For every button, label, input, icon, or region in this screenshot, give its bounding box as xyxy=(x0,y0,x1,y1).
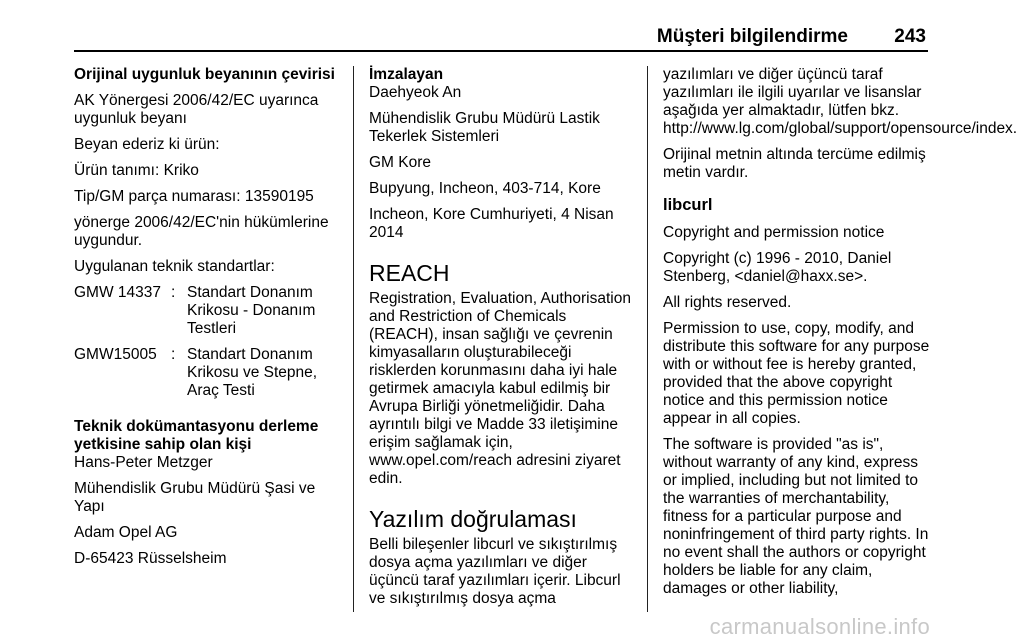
column-right xyxy=(663,66,1017,606)
section-heading: Orijinal uygunluk beyanının çevirisi xyxy=(74,66,335,83)
standard-code: GMW15005 xyxy=(74,346,157,363)
paragraph: Ürün tanımı: Kriko xyxy=(74,162,199,179)
paragraph: Mühendislik Grubu Müdürü Şasi ve Yapı xyxy=(74,480,316,515)
column-divider xyxy=(353,66,354,612)
paragraph: Permission to use, copy, modify, and distribute this software for any purpose with or without fee is hereby granted, provided that the above copyright notice and this permission notice appear in all copies. xyxy=(663,320,930,427)
paragraph: The software is provided "as is", without warranty of any kind, express or implied, including but not limited to the warranties of merchantability, fitness for a particular purpose and noninfringement of third party rights. In no event shall the authors or copyright holders be liable for any claim, damages or other liability, xyxy=(663,436,929,597)
paragraph: All rights reserved. xyxy=(663,294,792,311)
paragraph: yazılımları ve diğer üçüncü taraf yazılımları ile ilgili uyarılar ve lisanslar aşağıda yer almaktadır, lütfen bkz. http://www.lg.com/global/support/opensource/index. xyxy=(663,66,1017,137)
paragraph: Daehyeok An xyxy=(369,84,462,101)
section-heading: Teknik dokümantasyonu derleme yetkisine sahip olan kişi xyxy=(74,418,319,453)
paragraph: GM Kore xyxy=(369,154,432,171)
page-header xyxy=(74,8,928,52)
page-title: Müşteri bilgilendirme xyxy=(656,26,848,47)
standard-description: Standart Donanım Krikosu ve Stepne, Araç Testi xyxy=(187,346,318,399)
paragraph: Adam Opel AG xyxy=(74,524,178,541)
section-heading: İmzalayan xyxy=(369,66,444,83)
paragraph: Registration, Evaluation, Authorisation and Restriction of Chemicals (REACH), insan sağlığı ve çevrenin kimyasalların oluşturabileceği risklerden korunmasını daha iyi hale getirmek amacıyla kabul edilmiş bir Avrupa Birliği yönetmeliğidir. Daha ayrıntılı bilgi ve Madde 33 iletişimine erişim sağlamak için, www.opel.com/reach adresini ziyaret edin. xyxy=(369,290,631,487)
paragraph: Uygulanan teknik standartlar: xyxy=(74,258,275,275)
paragraph: Bupyung, Incheon, 403-714, Kore xyxy=(369,180,601,197)
paragraph: Hans-Peter Metzger xyxy=(74,454,213,471)
paragraph: Beyan ederiz ki ürün: xyxy=(74,136,220,153)
column-left xyxy=(74,66,336,576)
column-middle xyxy=(369,66,635,616)
standard-code: GMW 14337 xyxy=(74,284,162,301)
paragraph: Incheon, Kore Cumhuriyeti, 4 Nisan 2014 xyxy=(369,206,614,241)
paragraph: Copyright and permission notice xyxy=(663,224,885,241)
watermark: carmanualsonline.info xyxy=(709,614,930,639)
paragraph: Tip/GM parça numarası: 13590195 xyxy=(74,188,314,205)
paragraph: Belli bileşenler libcurl ve sıkıştırılmış dosya açma yazılımları ve diğer üçüncü taraf yazılımları içerir. Libcurl ve sıkıştırılmış dosya açma xyxy=(369,536,621,607)
paragraph: yönerge 2006/42/EC'nin hükümlerine uygundur. xyxy=(74,214,329,249)
reach-heading: REACH xyxy=(369,260,450,286)
paragraph: AK Yönergesi 2006/42/EC uyarınca uygunluk beyanı xyxy=(74,92,319,127)
paragraph: Orijinal metnin altında tercüme edilmiş metin vardır. xyxy=(663,146,926,181)
paragraph: Mühendislik Grubu Müdürü Lastik Tekerlek Sistemleri xyxy=(369,110,600,145)
standard-separator: : xyxy=(171,284,176,301)
standards-table-row xyxy=(74,284,336,338)
software-heading: Yazılım doğrulaması xyxy=(369,506,577,532)
standards-table-row xyxy=(74,346,336,400)
paragraph: Copyright (c) 1996 - 2010, Daniel Stenberg, <daniel@haxx.se>. xyxy=(663,250,892,285)
standard-description: Standart Donanım Krikosu - Donanım Testleri xyxy=(187,284,316,337)
libcurl-heading: libcurl xyxy=(663,196,713,214)
page-number: 243 xyxy=(894,26,926,47)
column-divider xyxy=(647,66,648,612)
standard-separator: : xyxy=(171,346,176,363)
paragraph: D-65423 Rüsselsheim xyxy=(74,550,227,567)
